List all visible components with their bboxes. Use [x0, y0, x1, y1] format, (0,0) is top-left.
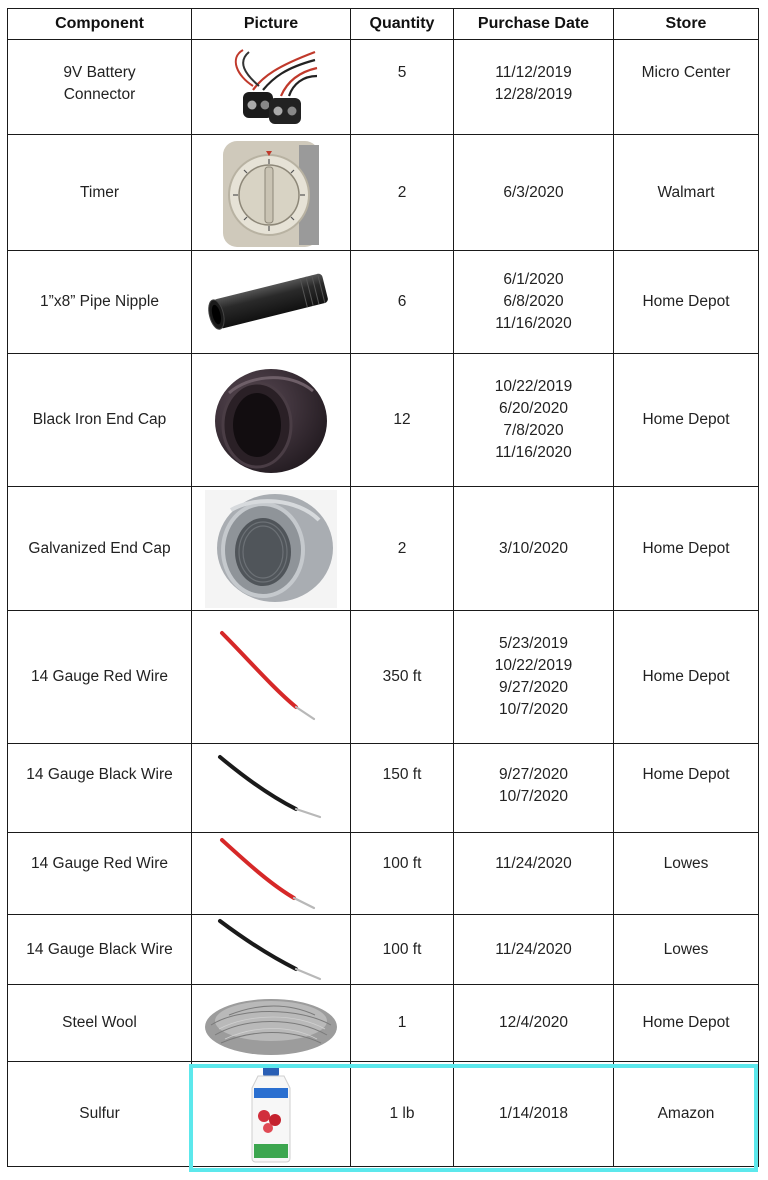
picture-cell	[192, 1062, 351, 1167]
picture-cell	[192, 985, 351, 1062]
purchase-date: 6/1/2020	[503, 271, 564, 288]
table-row[interactable]	[8, 135, 759, 251]
purchase-date: 12/28/2019	[494, 86, 573, 103]
battery-connector-icon	[223, 46, 319, 128]
component-table	[7, 8, 759, 1167]
table-row[interactable]	[8, 251, 759, 354]
red-wire-icon	[216, 627, 326, 727]
sulfur-bottle-icon	[246, 1064, 296, 1164]
timer-icon	[219, 137, 323, 249]
picture-cell	[192, 354, 351, 487]
purchase-date: 9/27/2020	[499, 766, 568, 783]
component-cell: 14 Gauge Black Wire	[8, 915, 192, 985]
purchase-date-cell	[454, 251, 614, 354]
purchase-date-cell: 11/24/2020	[454, 833, 614, 915]
picture-cell	[192, 744, 351, 833]
quantity-cell: 2	[351, 487, 454, 611]
component-cell: 14 Gauge Black Wire	[8, 744, 192, 833]
store-cell: Home Depot	[614, 611, 759, 744]
picture-cell	[192, 833, 351, 915]
quantity-cell: 100 ft	[351, 915, 454, 985]
header-store[interactable]: Store	[614, 9, 759, 40]
black-end-cap-icon	[209, 361, 333, 479]
purchase-date: 11/12/2019	[495, 64, 572, 81]
purchase-date-cell: 3/10/2020	[454, 487, 614, 611]
header-picture[interactable]: Picture	[192, 9, 351, 40]
quantity-cell: 5	[351, 40, 454, 135]
purchase-date: 10/7/2020	[499, 788, 568, 805]
purchase-date-cell	[454, 40, 614, 135]
purchase-date: 6/8/2020	[503, 293, 564, 310]
component-cell: Timer	[8, 135, 192, 251]
component-cell	[8, 40, 192, 135]
table-row[interactable]	[8, 487, 759, 611]
picture-cell	[192, 251, 351, 354]
steel-wool-icon	[199, 987, 343, 1059]
purchase-date-cell: 11/24/2020	[454, 915, 614, 985]
header-purchase-date[interactable]: Purchase Date	[454, 9, 614, 40]
purchase-date: 5/23/2019	[499, 635, 568, 652]
store-cell: Home Depot	[614, 744, 759, 833]
purchase-date-cell	[454, 744, 614, 833]
purchase-date-cell: 1/14/2018	[454, 1062, 614, 1167]
purchase-date: 9/27/2020	[499, 679, 568, 696]
store-cell: Home Depot	[614, 354, 759, 487]
quantity-cell: 1 lb	[351, 1062, 454, 1167]
component-cell: 14 Gauge Red Wire	[8, 833, 192, 915]
picture-cell	[192, 135, 351, 251]
purchase-date-cell: 12/4/2020	[454, 985, 614, 1062]
quantity-cell: 12	[351, 354, 454, 487]
quantity-cell: 2	[351, 135, 454, 251]
table-row[interactable]	[8, 1062, 759, 1167]
purchase-date-cell	[454, 354, 614, 487]
black-wire-icon	[216, 753, 326, 823]
quantity-cell: 100 ft	[351, 833, 454, 915]
table-row[interactable]	[8, 985, 759, 1062]
purchase-date-cell: 6/3/2020	[454, 135, 614, 251]
purchase-date: 10/22/2019	[494, 657, 573, 674]
component-cell: Black Iron End Cap	[8, 354, 192, 487]
table-row[interactable]	[8, 915, 759, 985]
store-cell: Amazon	[614, 1062, 759, 1167]
header-row	[8, 9, 759, 40]
table-row[interactable]	[8, 611, 759, 744]
store-cell: Home Depot	[614, 251, 759, 354]
store-cell: Walmart	[614, 135, 759, 251]
table-row[interactable]	[8, 744, 759, 833]
purchase-date: 6/20/2020	[499, 400, 568, 417]
header-component[interactable]: Component	[8, 9, 192, 40]
red-wire-icon	[216, 836, 326, 912]
quantity-cell: 6	[351, 251, 454, 354]
purchase-date: 7/8/2020	[503, 422, 564, 439]
component-cell: 14 Gauge Red Wire	[8, 611, 192, 744]
galvanized-end-cap-icon	[205, 490, 337, 608]
pipe-nipple-icon	[201, 260, 341, 344]
picture-cell	[192, 611, 351, 744]
purchase-date: 10/22/2019	[494, 378, 573, 395]
component-cell: Sulfur	[8, 1062, 192, 1167]
quantity-cell: 150 ft	[351, 744, 454, 833]
purchase-date: 10/7/2020	[499, 701, 568, 718]
component-name-line: 9V Battery	[63, 64, 136, 81]
component-name-line: Connector	[63, 86, 136, 103]
store-cell: Home Depot	[614, 985, 759, 1062]
purchase-date: 11/16/2020	[495, 315, 572, 332]
store-cell: Lowes	[614, 833, 759, 915]
quantity-cell: 350 ft	[351, 611, 454, 744]
table-row[interactable]	[8, 40, 759, 135]
quantity-cell: 1	[351, 985, 454, 1062]
store-cell: Micro Center	[614, 40, 759, 135]
purchase-date-cell	[454, 611, 614, 744]
component-cell: Galvanized End Cap	[8, 487, 192, 611]
store-cell: Home Depot	[614, 487, 759, 611]
table-row[interactable]	[8, 833, 759, 915]
picture-cell	[192, 487, 351, 611]
store-cell: Lowes	[614, 915, 759, 985]
header-quantity[interactable]: Quantity	[351, 9, 454, 40]
component-cell: 1”x8” Pipe Nipple	[8, 251, 192, 354]
purchase-date: 11/16/2020	[495, 444, 572, 461]
table-row[interactable]	[8, 354, 759, 487]
black-wire-icon	[216, 917, 326, 983]
picture-cell	[192, 40, 351, 135]
component-cell: Steel Wool	[8, 985, 192, 1062]
picture-cell	[192, 915, 351, 985]
